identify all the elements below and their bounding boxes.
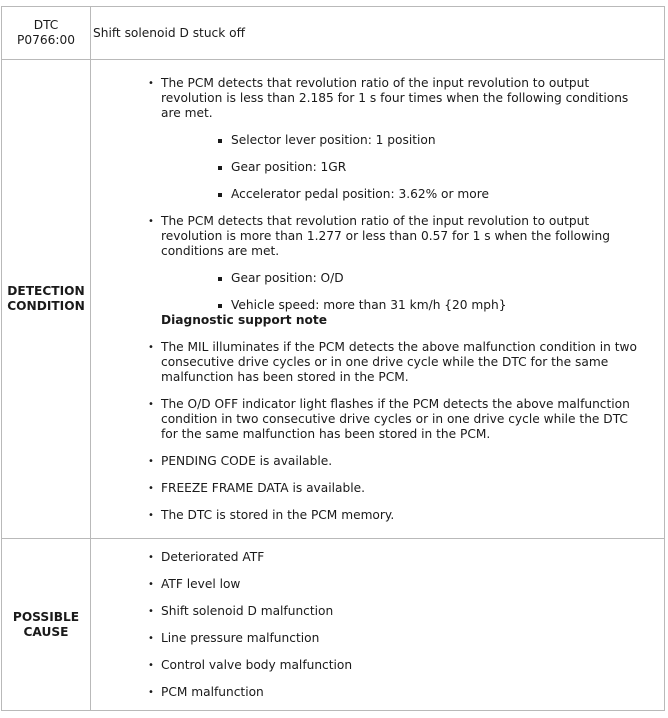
dtc-description: Shift solenoid D stuck off [93,26,246,40]
cause-label-line2: CAUSE [23,624,69,639]
list-item: Selector lever position: 1 position [231,133,644,148]
detection-label-cell [2,60,91,539]
condition-sub-list [161,271,644,313]
list-item: Gear position: O/D [231,271,644,286]
list-item: • Line pressure malfunction [161,631,644,646]
detection-condition-list [91,76,664,313]
list-item [161,214,644,313]
condition-text: The PCM detects that revolution ratio of the input revolution to output revolution is less than 2.185 for 1 s four times when the following conditions are met. [161,75,629,120]
list-item: Accelerator pedal position: 3.62% or more [231,187,644,202]
dtc-description-cell [91,7,665,60]
list-item: • ATF level low [161,577,644,592]
list-item [161,76,644,202]
list-item: • The MIL illuminates if the PCM detects the above malfunction condition in two consecutive drive cycles or in one drive cycle while the DTC for the same malfunction has been stored in the PCM. [161,340,644,385]
list-item: • The DTC is stored in the PCM memory. [161,508,644,523]
cause-label-line1: POSSIBLE [12,609,80,624]
dtc-label: DTC [33,18,59,32]
cause-content-cell [91,539,665,711]
condition-sub-list [161,133,644,202]
diagnostic-note-list [91,340,664,523]
dtc-row [2,7,665,60]
condition-text: The PCM detects that revolution ratio of the input revolution to output revolution is more than 1.277 or less than 0.57 for 1 s when the following conditions are met. [161,213,610,258]
dtc-table [1,6,665,711]
detection-content-cell [91,60,665,539]
list-item: • Control valve body malfunction [161,658,644,673]
possible-cause-list [91,550,664,700]
list-item: Gear position: 1GR [231,160,644,175]
list-item: Vehicle speed: more than 31 km/h {20 mph} [231,298,644,313]
possible-cause-row [2,539,665,711]
list-item: • PENDING CODE is available. [161,454,644,469]
detection-label-line2: CONDITION [7,299,85,313]
list-item: • Shift solenoid D malfunction [161,604,644,619]
detection-condition-row [2,60,665,539]
detection-label-line1: DETECTION [7,284,85,298]
diagnostic-support-note-title: Diagnostic support note [161,312,327,327]
dtc-label-cell [2,7,91,60]
list-item: • FREEZE FRAME DATA is available. [161,481,644,496]
dtc-code: P0766:00 [17,33,75,47]
list-item: • The O/D OFF indicator light flashes if the PCM detects the above malfunction condition in two consecutive drive cycles or in one drive cycle while the DTC for the same malfunction has been stored in the PCM. [161,397,644,442]
list-item: • PCM malfunction [161,685,644,700]
list-item: • Deteriorated ATF [161,550,644,565]
cause-label-cell [2,539,91,711]
